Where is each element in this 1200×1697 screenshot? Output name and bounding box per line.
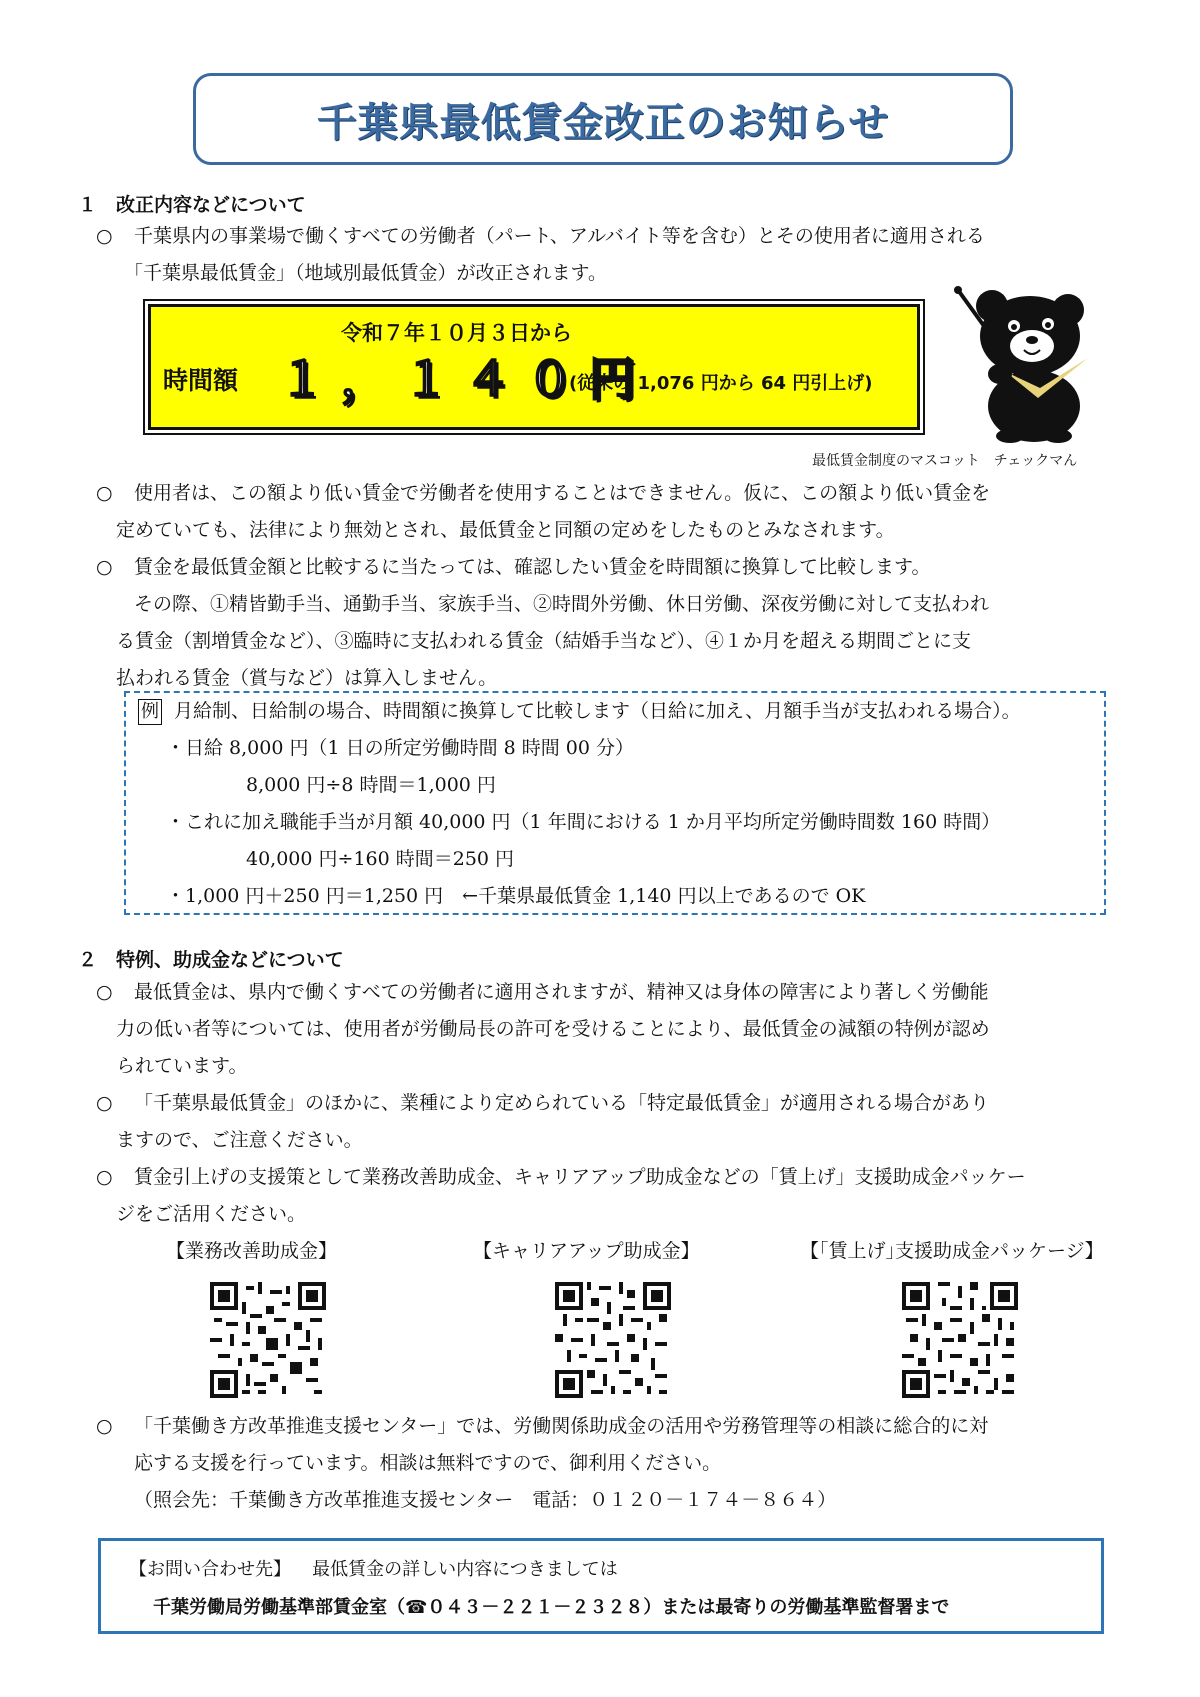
- mascot-checkman: [950, 284, 1100, 444]
- qr-label-business-improvement: 【業務改善助成金】: [166, 1240, 338, 1262]
- qr-label-career-up: 【キャリアアップ助成金】: [473, 1240, 700, 1262]
- qr-label-wage-increase-package: 【｢賃上げ｣支援助成金パッケージ】: [800, 1240, 1104, 1262]
- section1-para1: [96, 218, 1146, 292]
- section1-para3: [96, 549, 1156, 697]
- hourly-label: 時間額: [163, 366, 239, 395]
- bullet-circle: ○: [96, 1166, 113, 1188]
- increase-note: (従来の 1,076 円から 64 円引上げ): [569, 373, 873, 394]
- bullet-circle: ○: [96, 981, 113, 1003]
- para-text: ますので、ご注意ください。: [116, 1129, 363, 1151]
- example-content: [138, 693, 1098, 915]
- contact-reference: （照会先：千葉働き方改革推進支援センター 電話：０１２０－１７４－８６４）: [134, 1489, 837, 1511]
- bullet-circle: ○: [96, 556, 113, 578]
- example-line: ・1,000 円＋250 円＝1,250 円 ←千葉県最低賃金 1,140 円以上であるので OK: [166, 885, 866, 907]
- bullet-circle: ○: [96, 482, 113, 504]
- contact-head-label: 【お問い合わせ先】: [129, 1559, 291, 1580]
- page-title: 千葉県最低賃金改正のお知らせ: [316, 99, 890, 146]
- section2-para2: [96, 1085, 1156, 1159]
- para-text: 定めていても、法律により無効とされ、最低賃金と同額の定めをしたものとみなされます。: [116, 519, 895, 541]
- hourly-amount: １，１４０円: [279, 352, 651, 406]
- section2-para3: [96, 1159, 1176, 1233]
- contact-box: [98, 1538, 1104, 1634]
- para-text: 払われる賃金（賞与など）は算入しません。: [116, 667, 498, 689]
- bullet-circle: ○: [96, 225, 113, 247]
- bullet-circle: ○: [96, 1415, 113, 1437]
- example-box: [124, 691, 1106, 915]
- title-box: [193, 73, 1013, 165]
- para-text: 最低賃金は、県内で働くすべての労働者に適用されますが、精神又は身体の障害により著しく労働能: [134, 981, 989, 1003]
- para-text: 賃金を最低賃金額と比較するに当たっては、確認したい賃金を時間額に換算して比較します。: [134, 556, 931, 578]
- para-text: られています。: [116, 1055, 248, 1077]
- para-text: その際、①精皆勤手当、通勤手当、家族手当、②時間外労働、休日労働、深夜労働に対して支払われ: [134, 593, 990, 615]
- effective-date: 令和７年１０月３日から: [341, 321, 572, 345]
- example-line: ・日給 8,000 円（1 日の所定労働時間 8 時間 00 分）: [166, 737, 635, 759]
- example-tag: 例: [138, 699, 162, 725]
- qr-code-icon[interactable]: [902, 1282, 1018, 1398]
- example-line: 8,000 円÷8 時間＝1,000 円: [246, 774, 496, 796]
- section1-heading: １ 改正内容などについて: [78, 194, 306, 216]
- contact-header: [129, 1555, 618, 1581]
- section1-para2: [96, 475, 1156, 549]
- section2-heading: ２ 特例、助成金などについて: [78, 949, 344, 971]
- contact-head-text: 最低賃金の詳しい内容につきましては: [312, 1559, 618, 1580]
- example-line: 40,000 円÷160 時間＝250 円: [246, 848, 515, 870]
- qr-code-icon[interactable]: [555, 1282, 671, 1398]
- para-text: 千葉県内の事業場で働くすべての労働者（パート、アルバイト等を含む）とその使用者に適用される: [134, 225, 985, 247]
- bear-mascot-icon: [950, 284, 1100, 444]
- contact-main: 千葉労働局労働基準部賃金室（☎０４３－２２１－２３２８）または最寄りの労働基準監督署まで: [153, 1597, 950, 1618]
- para-text: 「千葉県最低賃金」（地域別最低賃金）が改正されます。: [124, 262, 607, 284]
- para-text: 「千葉働き方改革推進支援センター」では、労働関係助成金の活用や労務管理等の相談に総合的に対: [134, 1415, 989, 1437]
- section2-para4: [96, 1408, 1156, 1519]
- minimum-wage-highlight: [148, 304, 920, 430]
- mascot-caption: 最低賃金制度のマスコット チェックマん: [812, 453, 1078, 469]
- para-text: 力の低い者等については、使用者が労働局長の許可を受けることにより、最低賃金の減額の特例が認め: [116, 1018, 990, 1040]
- para-text: る賃金（割増賃金など）、③臨時に支払われる賃金（結婚手当など）、④１か月を超える期間ごとに支: [116, 630, 972, 652]
- qr-code-icon[interactable]: [210, 1282, 326, 1398]
- example-line: ・これに加え職能手当が月額 40,000 円（1 年間における 1 か月平均所定労働時間数 160 時間）: [166, 811, 1001, 833]
- bullet-circle: ○: [96, 1092, 113, 1114]
- para-text: 賃金引上げの支援策として業務改善助成金、キャリアアップ助成金などの「賃上げ」支援助成金パッケー: [134, 1166, 1026, 1188]
- para-text: 「千葉県最低賃金」のほかに、業種により定められている「特定最低賃金」が適用される場合があり: [134, 1092, 990, 1114]
- para-text: ジをご活用ください。: [116, 1203, 307, 1225]
- para-text: 応する支援を行っています。相談は無料ですので、御利用ください。: [134, 1452, 722, 1474]
- section2-para1: [96, 974, 1156, 1085]
- example-intro: 月給制、日給制の場合、時間額に換算して比較します（日給に加え、月額手当が支払われる場合）。: [174, 700, 1021, 722]
- para-text: 使用者は、この額より低い賃金で労働者を使用することはできません。仮に、この額より低い賃金を: [134, 482, 991, 504]
